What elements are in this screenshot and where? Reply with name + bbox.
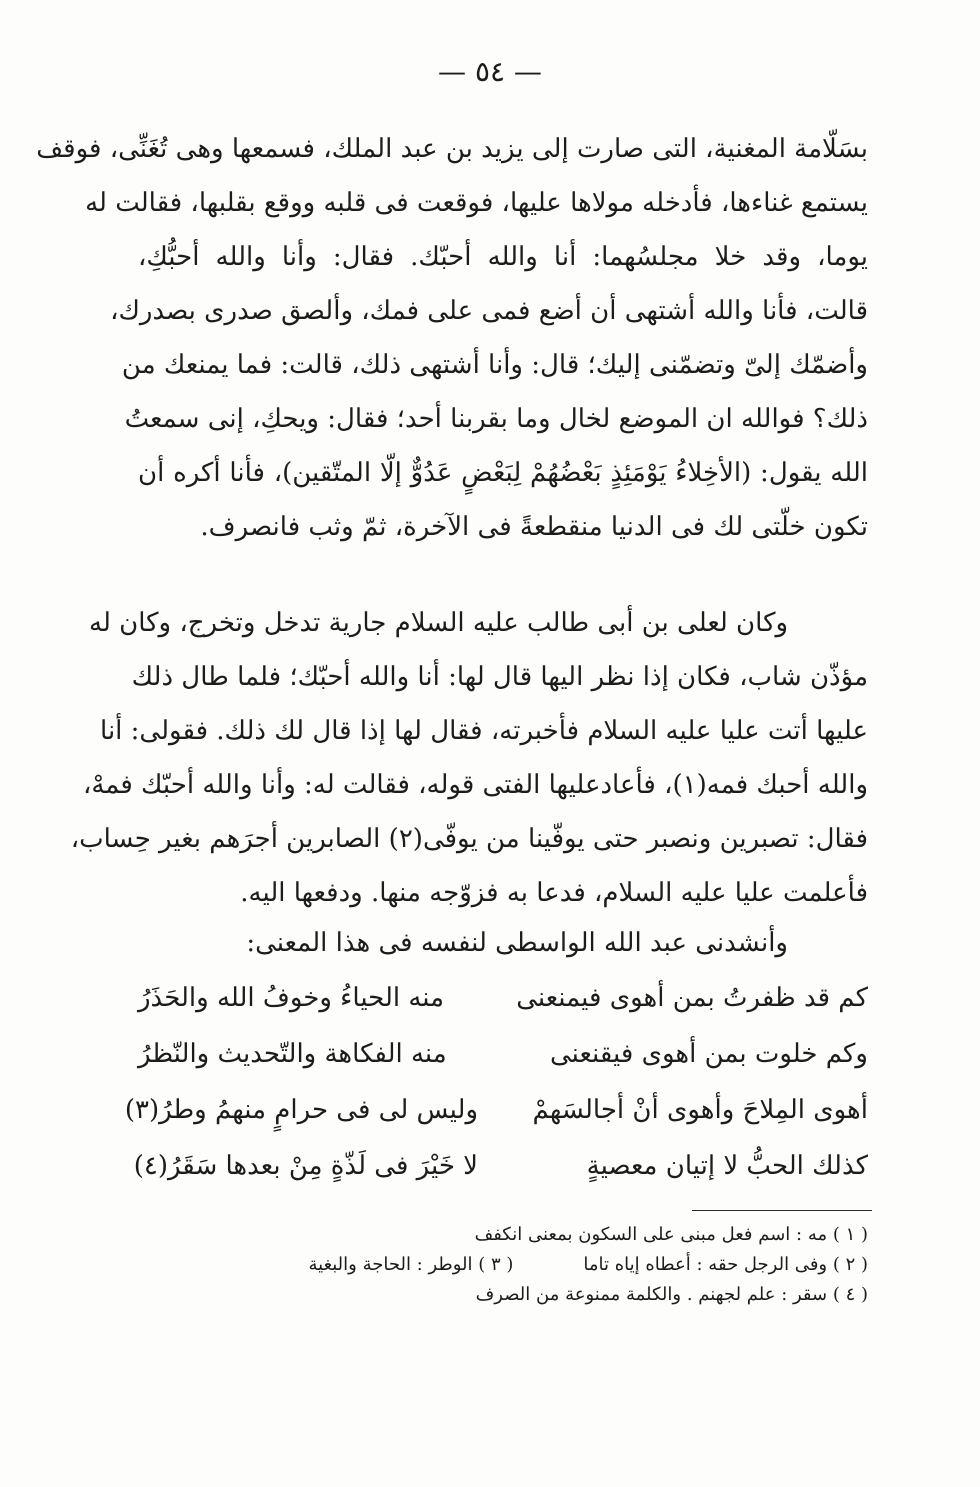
text-line: تكون خلّتى لك فى الدنيا منقطعةً فى الآخرة، ثمّ وثب فانصرف. — [200, 512, 868, 542]
verse-second-hemistich: لا خَيْرَ فى لَذّةٍ مِنْ بعدها سَقَرُ(٤) — [133, 1151, 478, 1181]
verse-second-hemistich: منه الحياءُ وخوفُ الله والحَذَرُ — [138, 983, 445, 1013]
poem — [124, 970, 868, 1194]
verse-first-hemistich: كم قد ظفرتُ بمن أهوى فيمنعنى — [516, 983, 868, 1013]
footnote-divider — [692, 1210, 872, 1211]
text-line: مؤذّن شاب، فكان إذا نظر اليها قال لها: أنا والله أحبّك؛ فلما طال ذلك — [131, 662, 868, 692]
poem-verse — [133, 1138, 868, 1194]
footnote-3: ( ٣ ) الوطر : الحاجة والبغية — [308, 1254, 514, 1275]
footnote-line — [138, 1220, 868, 1250]
verse-first-hemistich: كذلك الحبُّ لا إتيان معصيةٍ — [586, 1151, 868, 1181]
text-line: وأنشدنى عبد الله الواسطى لنفسه فى هذا المعنى: — [246, 928, 788, 958]
verse-first-hemistich: أهوى المِلاحَ وأهوى أنْ أجالسَهمْ — [532, 1095, 868, 1125]
footnote-line — [138, 1250, 868, 1280]
text-line: بسَلّامة المغنية، التى صارت إلى يزيد بن عبد الملك، فسمعها وهى تُغَنِّى، فوقف — [36, 134, 868, 164]
footnote-1: ( ١ ) مه : اسم فعل مبنى على السكون بمعنى انكفف — [474, 1224, 868, 1245]
paragraph-sallama-story — [36, 122, 868, 554]
text-line: يوما، وقد خلا مجلسُهما: أنا والله أحبّك. فقال: وأنا والله أحبُّكِ، — [138, 242, 868, 272]
text-line: فأعلمت عليا عليه السلام، فدعا به فزوّجه منها. ودفعها اليه. — [240, 878, 868, 908]
poem-verse — [138, 970, 868, 1026]
verse-second-hemistich: وليس لى فى حرامٍ منهمُ وطرُ(٣) — [124, 1095, 478, 1125]
text-line: قالت، فأنا والله أشتهى أن أضع فمى على فمك، وألصق صدرى بصدرك، — [110, 296, 868, 326]
text-line: فقال: تصبرين ونصبر حتى يوفّينا من يوفّى(٢) الصابرين أجرَهم بغير حِساب، — [70, 824, 868, 854]
verse-first-hemistich: وكم خلوت بمن أهوى فيقنعنى — [550, 1039, 868, 1069]
footnotes — [138, 1220, 868, 1310]
page-number: — ٥٤ — — [438, 55, 542, 88]
poem-verse — [124, 1082, 868, 1138]
text-line: يستمع غناءها، فأدخله مولاها عليها، فوقعت فى قلبه ووقع بقلبها، فقالت له — [85, 188, 868, 218]
text-line: وكان لعلى بن أبى طالب عليه السلام جارية تدخل وتخرج، وكان له — [89, 608, 788, 638]
text-line: ذلك؟ فوالله ان الموضع لخال وما بقربنا أحد؛ فقال: ويحكِ، إنى سمعتُ — [124, 404, 868, 434]
text-line: وأضمّك إلىّ وتضمّنى إليك؛ قال: وأنا أشتهى ذلك، قالت: فما يمنعك من — [121, 350, 868, 380]
footnote-4: ( ٤ ) سقر : علم لجهنم . والكلمة ممنوعة من الصرف — [475, 1284, 868, 1305]
verse-second-hemistich: منه الفكاهة والتّحديث والنّظرُ — [138, 1039, 447, 1069]
paragraph-ali-story — [70, 596, 868, 920]
footnote-2: ( ٢ ) وفى الرجل حقه : أعطاه إياه تاما — [583, 1254, 868, 1275]
text-line: عليها أتت عليا عليه السلام فأخبرته، فقال لها إذا قال لك ذلك. فقولى: أنا — [100, 716, 868, 746]
footnote-line — [138, 1280, 868, 1310]
paragraph-poem-intro — [138, 916, 868, 970]
text-line: والله أحبك فمه(١)، فأعادعليها الفتى قوله، فقالت له: وأنا والله أحبّك فمهْ، — [82, 770, 868, 800]
text-line: الله يقول: (الأخِلاءُ يَوْمَئِذٍ بَعْضُهُمْ لِبَعْضٍ عَدُوٌّ إلّا المتّقين)، فأنا أكره أن — [138, 458, 868, 488]
poem-verse — [138, 1026, 868, 1082]
